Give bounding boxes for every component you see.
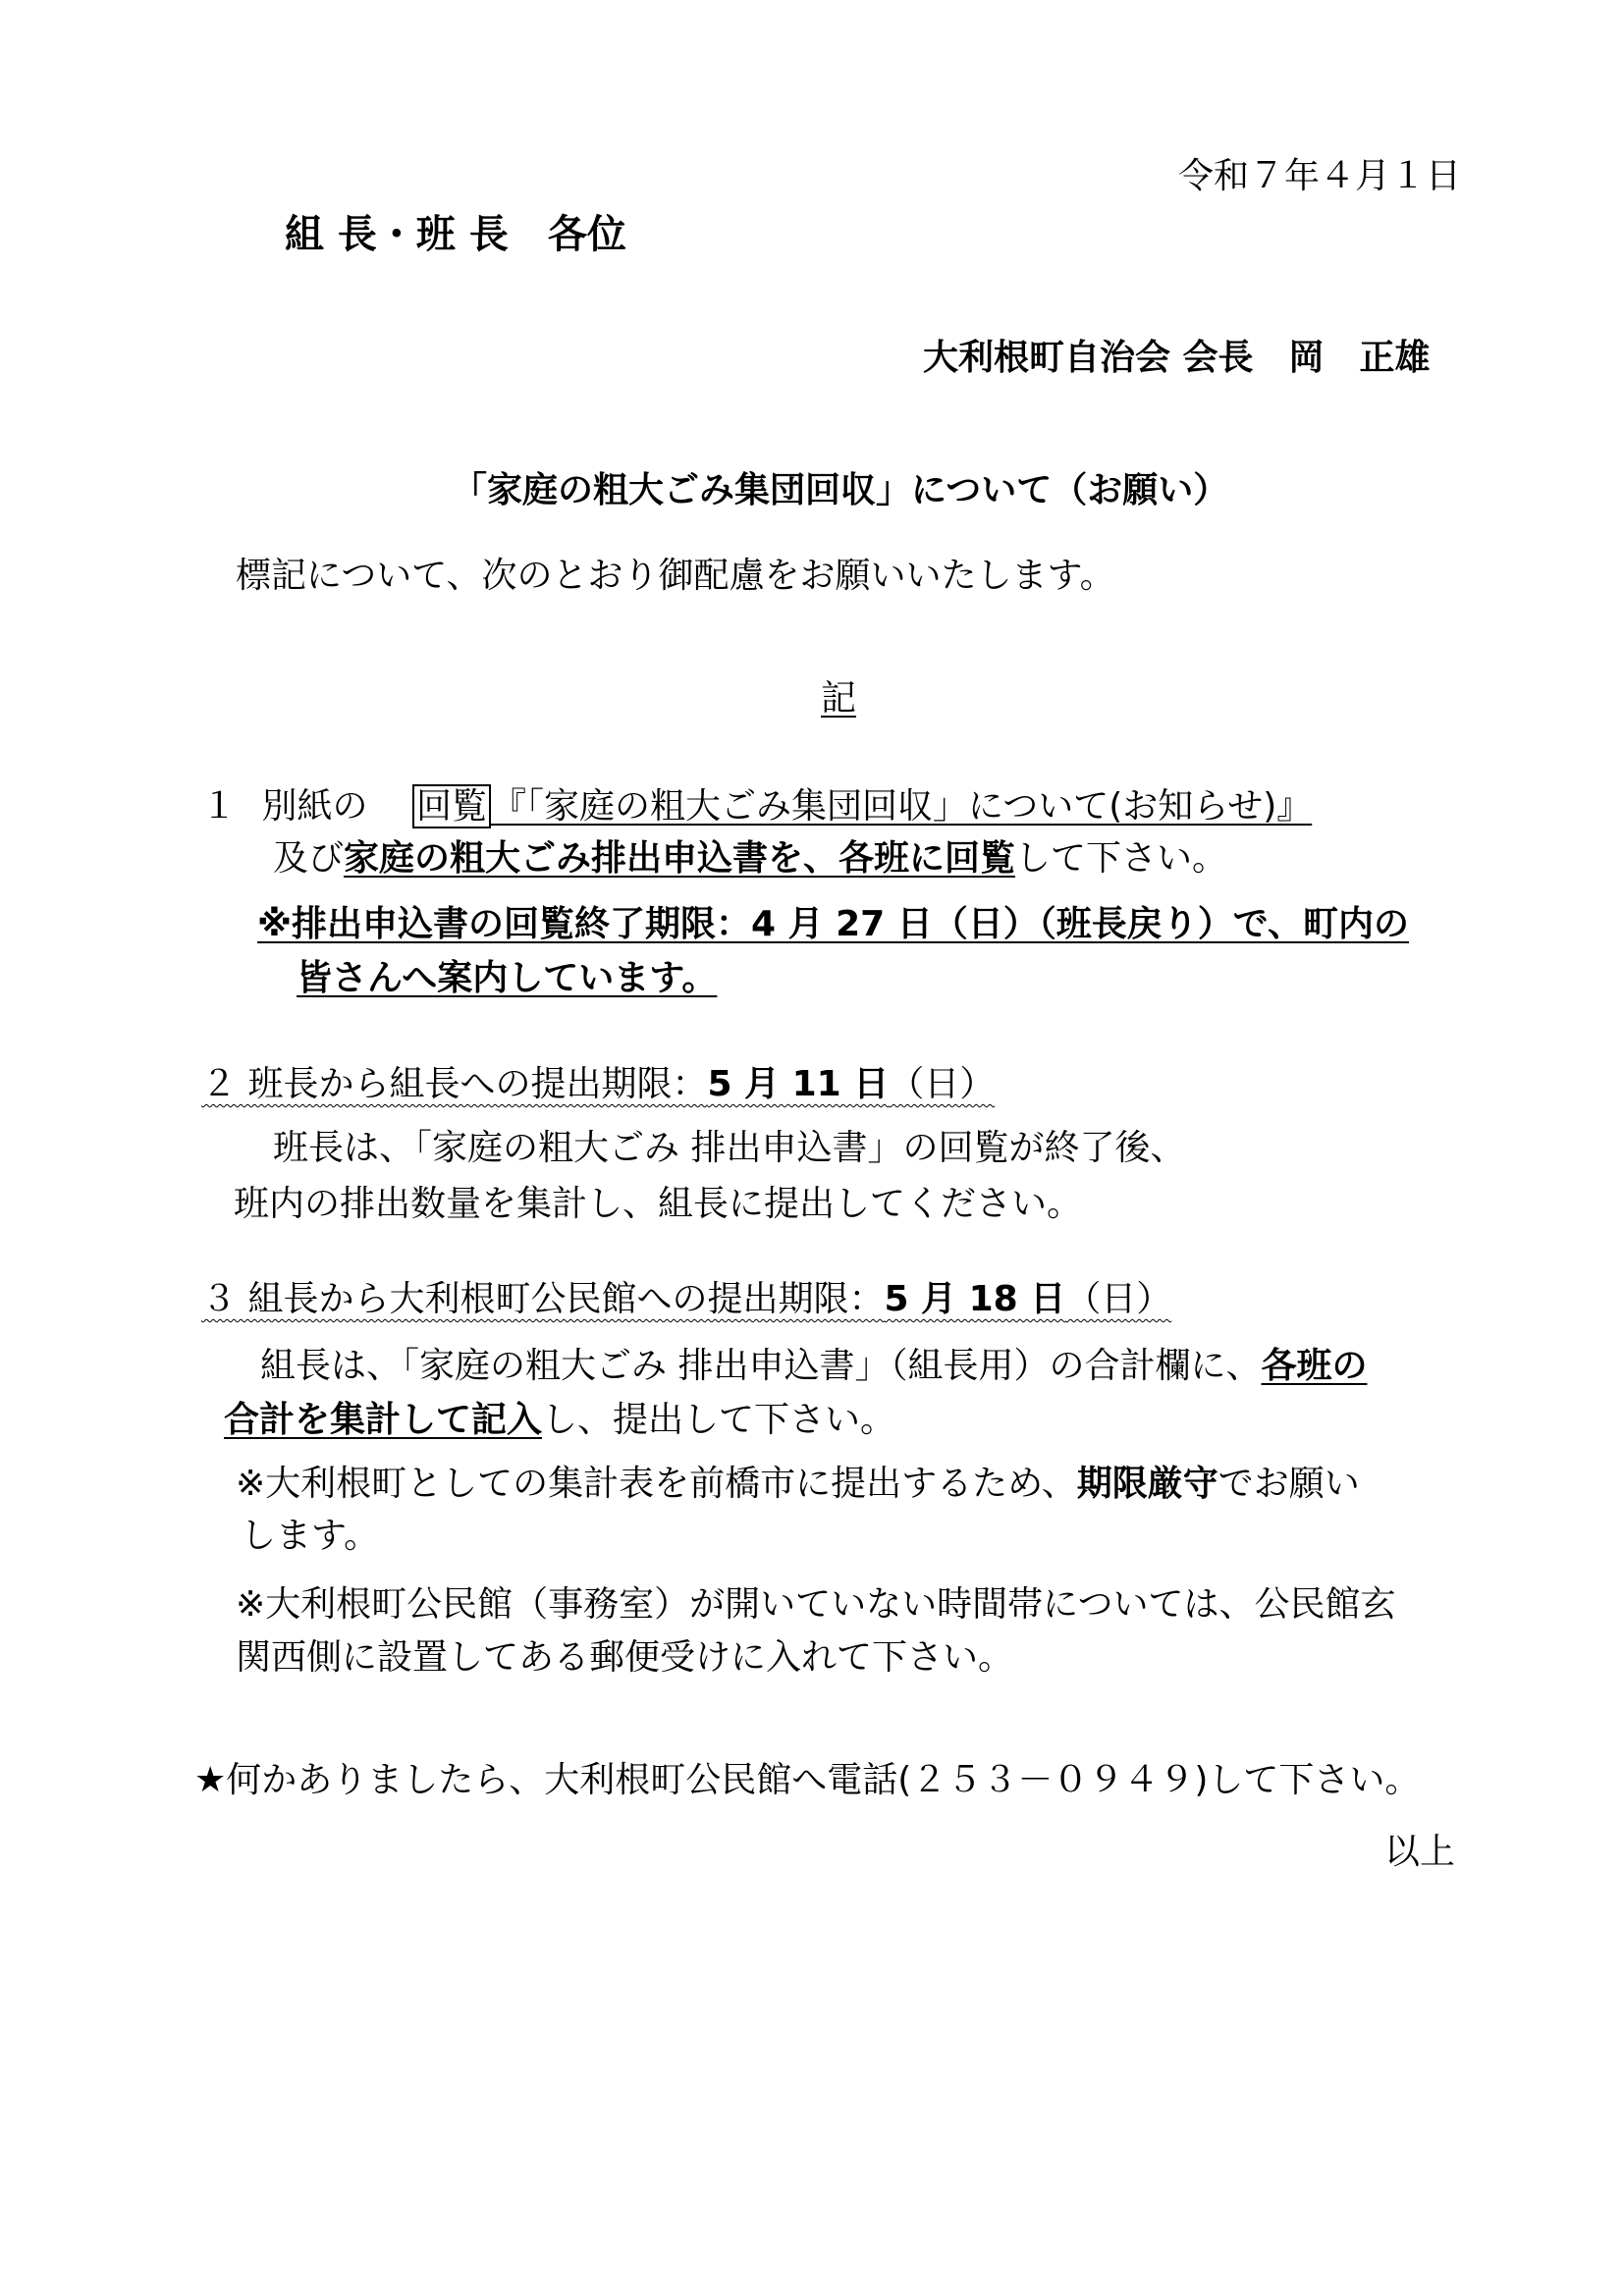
- item2-body-line1: 班長は、「家庭の粗大ごみ 排出申込書」の回覧が終了後、: [273, 1128, 1186, 1168]
- contact-line: ★何かありましたら、大利根町公民館へ電話(２５３－０９４９)して下さい。: [194, 1760, 1421, 1800]
- item3-deadline-strict: 期限厳守: [1076, 1464, 1218, 1504]
- item2-deadline: 5 月 11 日: [707, 1064, 890, 1104]
- item1-note-line1: ※排出申込書の回覧終了期限：4 月 27 日（日）（班長戻り）で、町内の: [257, 904, 1410, 944]
- sender: 大利根町自治会 会長 岡 正雄: [923, 338, 1431, 378]
- date: 令和７年４月１日: [1178, 156, 1462, 196]
- item1-note-line2: 皆さんへ案内しています。: [297, 958, 718, 998]
- item1-boxed-label: 回覧: [412, 784, 491, 828]
- item3-note2-line1: ※大利根町公民館（事務室）が開いていない時間帯については、公民館玄: [236, 1584, 1396, 1625]
- intro-text: 標記について、次のとおり御配慮をお願いいたします。: [236, 556, 1115, 596]
- item2-heading: ２ 班長から組長への提出期限：5 月 11 日（日）: [201, 1064, 996, 1104]
- ki-heading: 記: [821, 678, 857, 719]
- item1-number: １: [201, 786, 238, 827]
- item3-heading: ３ 組長から大利根町公民館への提出期限：5 月 18 日（日）: [201, 1279, 1172, 1319]
- item1-lead: 別紙の: [261, 786, 368, 827]
- item3-note1-line1: ※大利根町としての集計表を前橋市に提出するため、期限厳守でお願い: [236, 1464, 1360, 1504]
- item3-note2-line2: 関西側に設置してある郵便受けに入れて下さい。: [236, 1637, 1014, 1678]
- item1-emphasis: 家庭の粗大ごみ排出申込書を、各班に回覧: [344, 838, 1016, 879]
- item3-emphasis-b: 合計を集計して記入: [224, 1400, 543, 1440]
- addressee: 組 長・班 長 各位: [285, 212, 626, 257]
- item2-body-line2: 班内の排出数量を集計し、組長に提出してください。: [234, 1184, 1083, 1224]
- item1-line2: 及び家庭の粗大ごみ排出申込書を、各班に回覧して下さい。: [273, 838, 1228, 879]
- item3-emphasis-a: 各班の: [1261, 1346, 1368, 1386]
- document-title: 「家庭の粗大ごみ集団回収」について（お願い）: [452, 470, 1229, 510]
- item3-note1-line2: します。: [241, 1516, 380, 1556]
- item1-line1: [201, 785, 1312, 828]
- item3-body-line2: 合計を集計して記入し、提出して下さい。: [224, 1400, 896, 1440]
- item3-body-line1: 組長は、「家庭の粗大ごみ 排出申込書」（組長用）の合計欄に、各班の: [260, 1346, 1368, 1386]
- closing: 以上: [1384, 1832, 1456, 1872]
- item1-doc-title: 『「家庭の粗大ごみ集団回収」について(お知らせ)』: [490, 786, 1313, 827]
- item3-deadline: 5 月 18 日: [884, 1279, 1066, 1319]
